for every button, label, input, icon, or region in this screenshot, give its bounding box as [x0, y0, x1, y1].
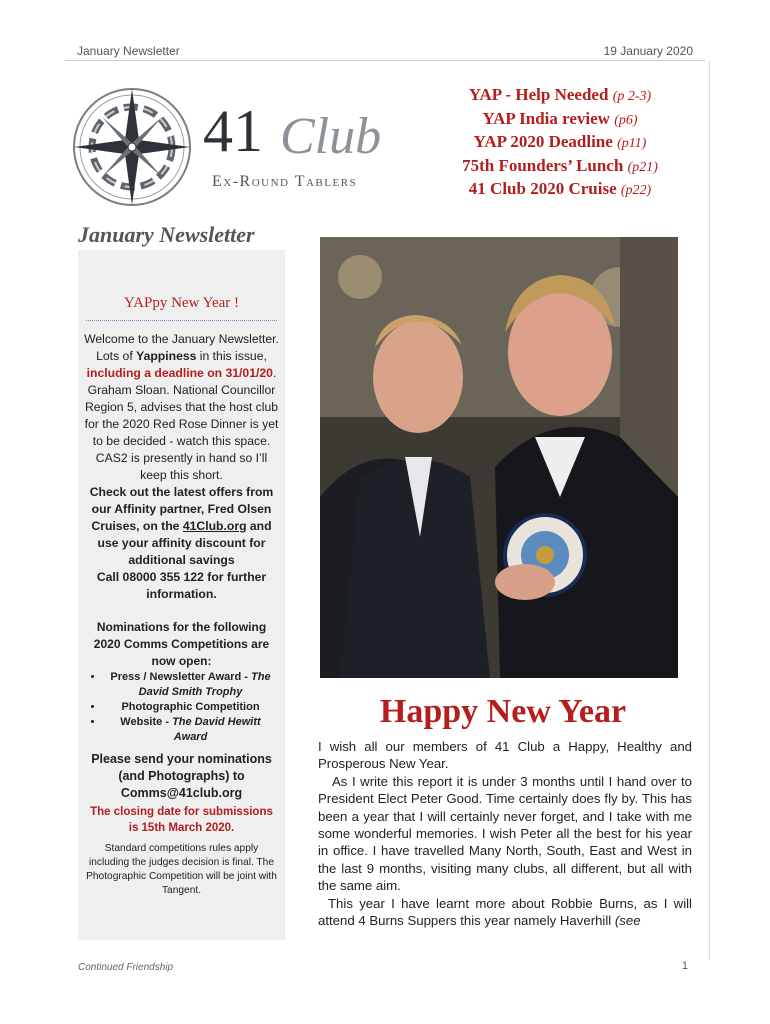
logo-number: 41	[203, 98, 263, 164]
header-rule	[65, 60, 705, 61]
list-item: • Press / Newsletter Award - The David Smith Trophy	[104, 670, 277, 700]
logo-word: Club	[280, 108, 382, 165]
sidebar-heading: January Newsletter	[78, 222, 255, 247]
sidebar-box	[78, 250, 285, 940]
article-body	[318, 738, 692, 929]
header-title: January Newsletter	[77, 44, 180, 58]
headline-item[interactable]: YAP 2020 Deadline (p11)	[473, 132, 647, 151]
sidebar-region-note: Graham Sloan. National Councillor Region 5, advises that the host club for the 2020 Red Rose Dinner is yet to be decided - watch this space.	[84, 383, 279, 448]
closing-date: The closing date for submissions is 15th March 2020.	[90, 806, 273, 834]
list-item: • Photographic Competition	[104, 700, 277, 715]
right-margin-rule	[709, 60, 710, 960]
sidebar-offer: Check out the latest offers from our Affinity partner, Fred Olsen Cruises, on the 41Club.org and use your affinity discount for additional savings	[89, 485, 274, 567]
sidebar-box-title: YAPpy New Year !	[124, 295, 239, 311]
article-title: Happy New Year	[379, 693, 627, 730]
sidebar-cas2-note: CAS2 is presently in hand so I’ll keep this short.	[95, 451, 268, 482]
headline-item[interactable]: YAP India review (p6)	[482, 108, 638, 128]
headline-item[interactable]: 41 Club 2020 Cruise (p22)	[468, 179, 652, 198]
list-item: • Website - The David Hewitt Award	[104, 715, 277, 745]
send-nominations: Please send your nominations (and Photographs) to Comms@41club.org	[91, 752, 272, 800]
sidebar-phone: Call 08000 355 122 for further information.	[96, 570, 267, 601]
club-logo	[70, 85, 410, 210]
headlines	[420, 84, 700, 202]
affinity-link[interactable]: 41Club.org	[182, 519, 247, 533]
headline-item[interactable]: 75th Founders’ Lunch (p21)	[462, 155, 658, 175]
members-photo	[320, 237, 678, 678]
sidebar-welcome: Welcome to the January Newsletter. Lots of Yappiness in this issue, including a deadline on 31/01/20.	[84, 332, 279, 380]
nominations-list	[78, 670, 285, 745]
header-date: 19 January 2020	[603, 44, 693, 58]
page-header	[75, 44, 695, 58]
article-paragraph: This year I have learnt more about Robbie Burns, as I will attend 4 Burns Suppers this year namely Haverhill (see	[318, 895, 692, 929]
logo-subtitle: Ex-Round Tablers	[212, 173, 358, 190]
footer-tagline: Continued Friendship	[78, 962, 174, 973]
competition-rules: Standard competitions rules apply including the judges decision is final. The Photographic Competition will be joint with Tangent.	[86, 843, 277, 896]
dotted-divider	[86, 320, 277, 321]
nominations-intro: Nominations for the following 2020 Comms Competitions are now open:	[93, 620, 270, 668]
article-paragraph: I wish all our members of 41 Club a Happy, Healthy and Prosperous New Year.	[318, 739, 692, 772]
page-number: 1	[681, 960, 688, 972]
headline-item[interactable]: YAP - Help Needed (p 2-3)	[468, 85, 652, 104]
article-paragraph: As I write this report it is under 3 months until I hand over to President Elect Peter Good. Time certainly does fly by. This has been a year that I will certainly never forget, and I take with me some wonderful memories. I wish Peter all the best for his year in office. I have travelled Many North, South, East and West in the last 9 months, visiting many clubs, all different, but all with the same aim.	[318, 773, 692, 894]
